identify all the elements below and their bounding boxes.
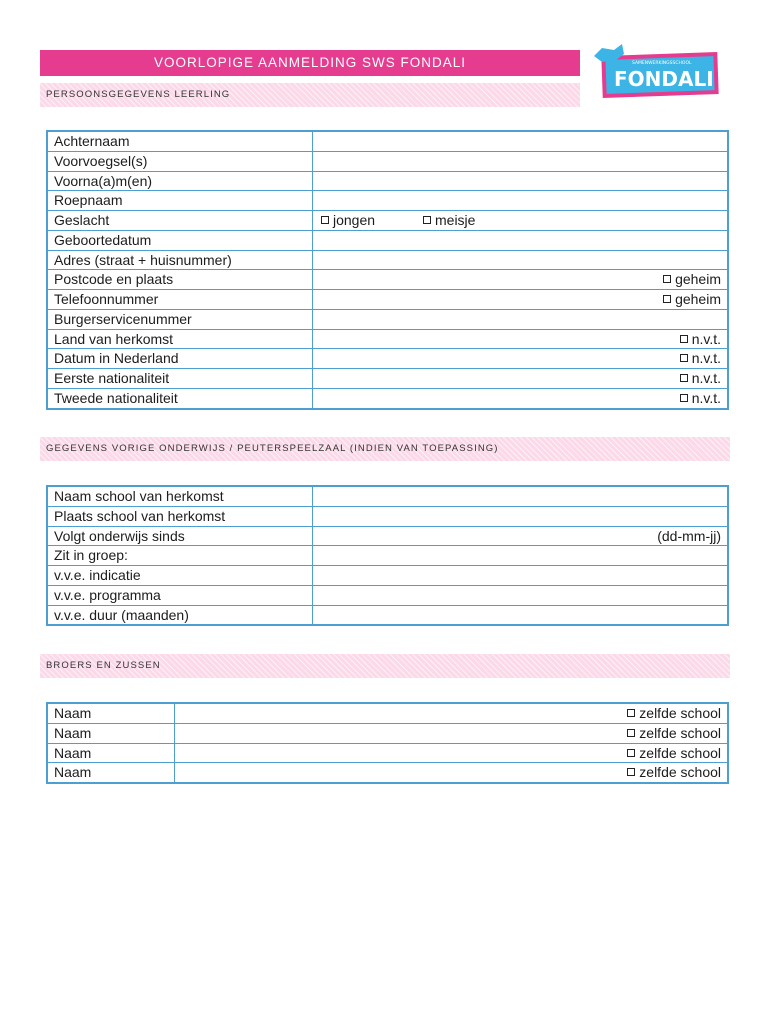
section-vorige-onderwijs: GEGEVENS VORIGE ONDERWIJS / PEUTERSPEELZAAL (INDIEN VAN TOEPASSING) (40, 437, 730, 461)
vve-indicatie-field[interactable] (313, 566, 727, 585)
checkbox-icon[interactable] (627, 729, 635, 737)
sibling-name-field[interactable]: zelfde school (175, 763, 727, 782)
section-persoonsgegevens: PERSOONSGEGEVENS LEERLING (40, 83, 580, 107)
vve-duur-field[interactable] (313, 606, 727, 625)
table-row: Naam school van herkomst (48, 487, 727, 506)
checkbox-icon[interactable] (680, 394, 688, 402)
postcode-field[interactable]: geheim (313, 270, 727, 289)
table-row: Eerste nationaliteit n.v.t. (48, 368, 727, 388)
svg-text:FONDALI: FONDALI (614, 67, 714, 91)
table-row: Geslacht jongen meisje (48, 210, 727, 230)
checkbox-icon[interactable] (680, 354, 688, 362)
telefoon-field[interactable]: geheim (313, 290, 727, 309)
geboortedatum-field[interactable] (313, 231, 727, 250)
table-row: v.v.e. programma (48, 585, 727, 605)
checkbox-icon[interactable] (663, 275, 671, 283)
fondali-logo (592, 42, 726, 100)
voornamen-field[interactable] (313, 172, 727, 191)
table-row: Datum in Nederland n.v.t. (48, 348, 727, 368)
svg-text:SAMENWERKINGSSCHOOL: SAMENWERKINGSSCHOOL (632, 61, 692, 66)
section-broers-zussen: BROERS EN ZUSSEN (40, 654, 730, 678)
onderwijs-sinds-field[interactable]: (dd-mm-jj) (657, 527, 721, 544)
vve-programma-field[interactable] (313, 586, 727, 605)
jongen-option[interactable]: jongen (321, 211, 375, 230)
bsn-field[interactable] (313, 310, 727, 329)
table-row: Naam zelfde school (48, 762, 727, 782)
checkbox-icon[interactable] (663, 295, 671, 303)
sibling-name-field[interactable]: zelfde school (175, 704, 727, 723)
student-table (46, 130, 729, 410)
table-row: Volgt onderwijs sinds (dd-mm-jj) (48, 526, 727, 546)
checkbox-icon[interactable] (321, 216, 329, 224)
tweede-nationaliteit-field[interactable]: n.v.t. (313, 389, 727, 408)
table-row: Telefoonnummer geheim (48, 289, 727, 309)
table-row: v.v.e. duur (maanden) (48, 605, 727, 625)
eerste-nationaliteit-field[interactable]: n.v.t. (313, 369, 727, 388)
voorvoegsel-field[interactable] (313, 152, 727, 171)
siblings-table (46, 702, 729, 784)
table-row: Burgerservicenummer (48, 309, 727, 329)
table-row: Achternaam (48, 132, 727, 151)
form-title: VOORLOPIGE AANMELDING SWS FONDALI (40, 50, 580, 76)
table-row: Naam zelfde school (48, 723, 727, 743)
table-row: v.v.e. indicatie (48, 565, 727, 585)
land-herkomst-field[interactable]: n.v.t. (313, 330, 727, 349)
table-row: Voorvoegsel(s) (48, 151, 727, 171)
achternaam-field[interactable] (313, 132, 727, 151)
table-row: Postcode en plaats geheim (48, 269, 727, 289)
checkbox-icon[interactable] (423, 216, 431, 224)
datum-nederland-field[interactable]: n.v.t. (313, 349, 727, 368)
groep-field[interactable] (313, 546, 727, 565)
table-row: Naam zelfde school (48, 743, 727, 763)
adres-field[interactable] (313, 251, 727, 270)
roepnaam-field[interactable] (313, 191, 727, 210)
naam-school-field[interactable] (313, 487, 727, 506)
table-row: Geboortedatum (48, 230, 727, 250)
table-row: Tweede nationaliteit n.v.t. (48, 388, 727, 408)
checkbox-icon[interactable] (627, 768, 635, 776)
table-row: Roepnaam (48, 190, 727, 210)
checkbox-icon[interactable] (680, 335, 688, 343)
table-row: Voorna(a)m(en) (48, 171, 727, 191)
checkbox-icon[interactable] (627, 709, 635, 717)
table-row: Adres (straat + huisnummer) (48, 250, 727, 270)
plaats-school-field[interactable] (313, 507, 727, 526)
table-row: Zit in groep: (48, 545, 727, 565)
checkbox-icon[interactable] (627, 749, 635, 757)
checkbox-icon[interactable] (680, 374, 688, 382)
table-row: Naam zelfde school (48, 704, 727, 723)
sibling-name-field[interactable]: zelfde school (175, 724, 727, 743)
school-table (46, 485, 729, 626)
table-row: Plaats school van herkomst (48, 506, 727, 526)
table-row: Land van herkomst n.v.t. (48, 329, 727, 349)
meisje-option[interactable]: meisje (423, 211, 475, 230)
sibling-name-field[interactable]: zelfde school (175, 744, 727, 763)
